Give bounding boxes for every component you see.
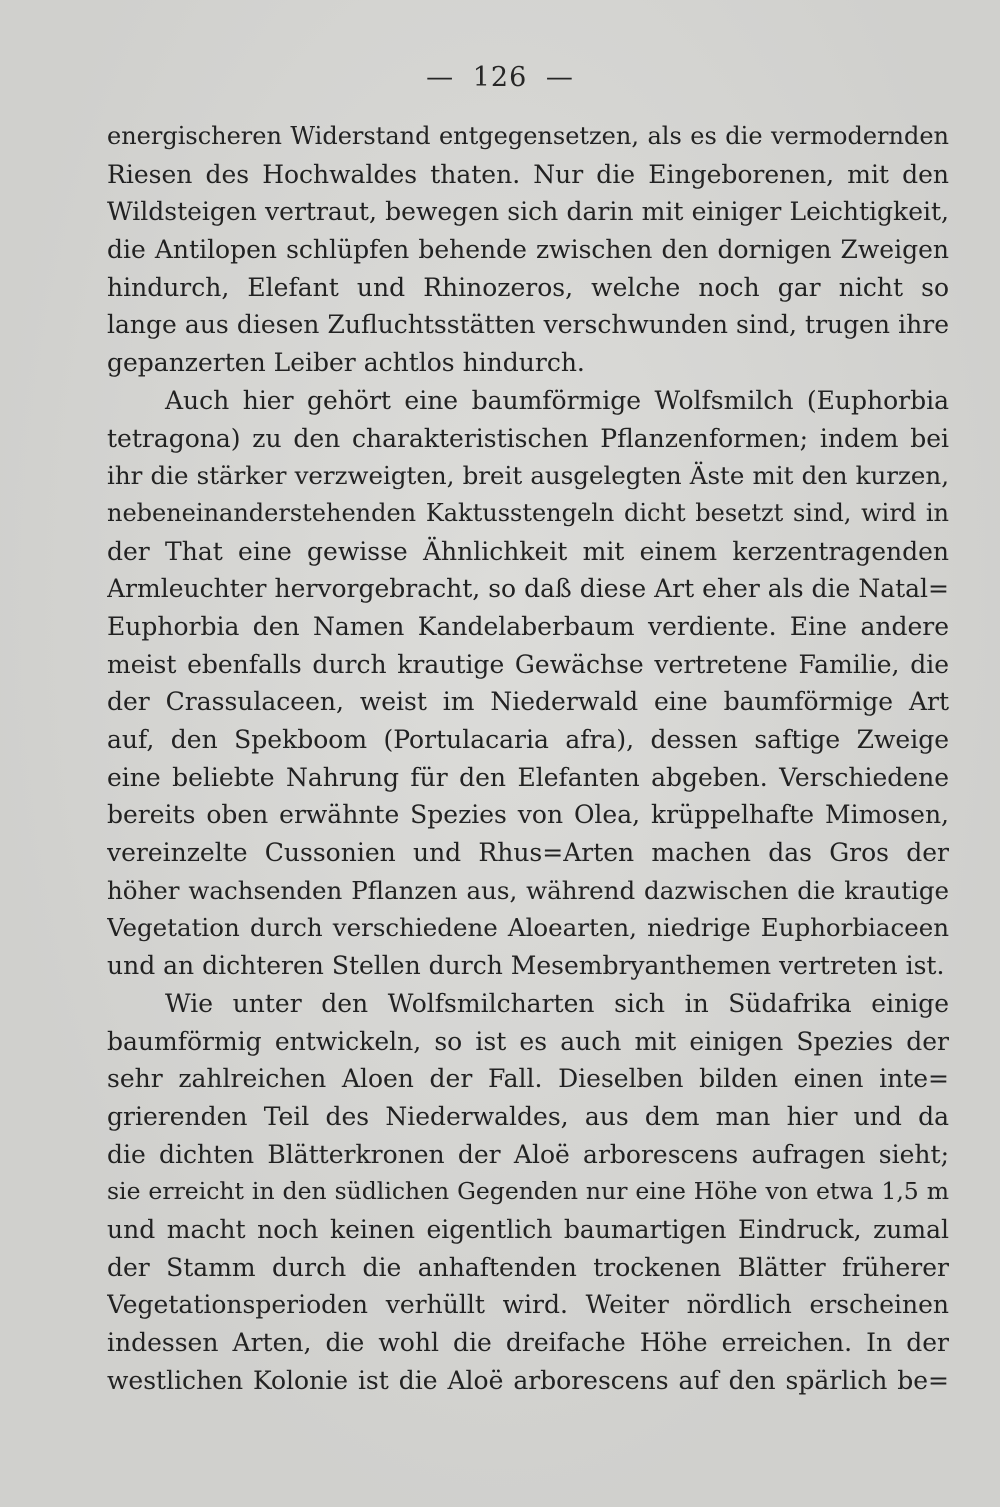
text-line: Wildsteigen vertraut, bewegen sich darin mit einiger Leichtigkeit, — [107, 197, 949, 227]
text-line: und macht noch keinen eigentlich baumartigen Eindruck, zumal — [107, 1214, 949, 1244]
text-line: Auch hier gehört eine baumförmige Wolfsmilch (Euphorbia — [165, 385, 949, 415]
text-line: nebeneinanderstehenden Kaktusstengeln dicht besetzt sind, wird in — [107, 498, 949, 527]
text-line: energischeren Widerstand entgegensetzen, als es die vermodernden — [107, 122, 949, 150]
text-line: die Antilopen schlüpfen behende zwischen den dornigen Zweigen — [107, 235, 949, 265]
text-line: der Stamm durch die anhaftenden trockenen Blätter früherer — [107, 1252, 949, 1282]
text-line: lange aus diesen Zufluchtsstätten verschwunden sind, trugen ihre — [107, 310, 949, 340]
text-line: sehr zahlreichen Aloen der Fall. Dieselben bilden einen inte= — [107, 1064, 949, 1094]
text-line: vereinzelte Cussonien und Rhus=Arten machen das Gros der — [107, 838, 949, 868]
text-line: hindurch, Elefant und Rhinozeros, welche noch gar nicht so — [107, 272, 949, 302]
text-line: Wie unter den Wolfsmilcharten sich in Südafrika einige — [165, 988, 949, 1018]
text-line: Euphorbia den Namen Kandelaberbaum verdiente. Eine andere — [107, 611, 949, 641]
text-line: die dichten Blätterkronen der Aloë arborescens aufragen sieht; — [107, 1139, 949, 1169]
header-dash-left: — — [426, 62, 455, 93]
text-line: gepanzerten Leiber achtlos hindurch. — [107, 348, 585, 378]
text-line: und an dichteren Stellen durch Mesembryanthemen vertreten ist. — [107, 951, 945, 981]
page-header — [0, 62, 1000, 93]
text-line: grierenden Teil des Niederwaldes, aus dem man hier und da — [107, 1101, 949, 1131]
text-line: Vegetationsperioden verhüllt wird. Weiter nördlich erscheinen — [107, 1290, 949, 1320]
text-line: eine beliebte Nahrung für den Elefanten abgeben. Verschiedene — [107, 762, 949, 792]
text-line: baumförmig entwickeln, so ist es auch mit einigen Spezies der — [107, 1026, 949, 1056]
text-line: westlichen Kolonie ist die Aloë arborescens auf den spärlich be= — [107, 1365, 949, 1395]
text-line: der Crassulaceen, weist im Niederwald eine baumförmige Art — [107, 687, 949, 717]
page-number: 126 — [472, 62, 528, 93]
header-dash-right: — — [545, 62, 574, 93]
text-line: der That eine gewisse Ähnlichkeit mit einem kerzentragenden — [107, 536, 949, 566]
text-line: höher wachsenden Pflanzen aus, während dazwischen die krautige — [107, 875, 949, 905]
text-line: auf, den Spekboom (Portulacaria afra), dessen saftige Zweige — [107, 725, 949, 754]
text-line: Riesen des Hochwaldes thaten. Nur die Eingeborenen, mit den — [107, 159, 949, 189]
text-line: Vegetation durch verschiedene Aloearten, niedrige Euphorbiaceen — [107, 913, 949, 943]
text-line: ihr die stärker verzweigten, breit ausgelegten Äste mit den kurzen, — [107, 461, 949, 491]
body-text — [107, 118, 949, 1399]
text-line: indessen Arten, die wohl die dreifache Höhe erreichen. In der — [107, 1328, 949, 1357]
text-line: sie erreicht in den südlichen Gegenden nur eine Höhe von etwa 1,5 m — [107, 1177, 949, 1206]
text-line: bereits oben erwähnte Spezies von Olea, krüppelhafte Mimosen, — [107, 800, 949, 830]
text-line: tetragona) zu den charakteristischen Pflanzenformen; indem bei — [107, 423, 949, 453]
text-line: Armleuchter hervorgebracht, so daß diese Art eher als die Natal= — [107, 574, 949, 604]
text-line: meist ebenfalls durch krautige Gewächse vertretene Familie, die — [107, 649, 949, 679]
